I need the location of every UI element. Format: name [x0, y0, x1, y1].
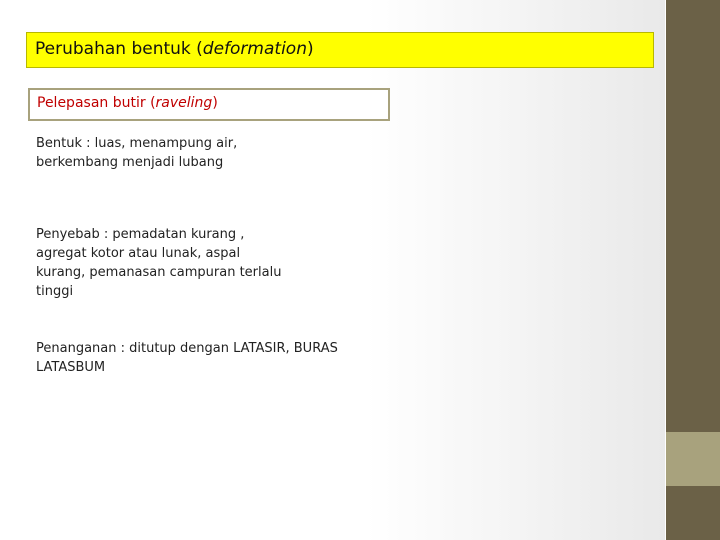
penanganan-line-1: [36, 339, 396, 358]
decorative-side-bar-accent: [666, 432, 720, 486]
penyebab-line-4: tinggi: [36, 284, 74, 299]
slide-subtitle-suffix: ): [212, 95, 218, 111]
slide-subtitle: [28, 88, 390, 121]
slide-title-italic: deformation: [202, 39, 307, 59]
bentuk-block: [36, 134, 336, 172]
penyebab-line-1: [36, 225, 336, 244]
bentuk-text-1: : luas, menampung air,: [82, 136, 238, 151]
penanganan-text-1: : ditutup dengan LATASIR, BURAS: [116, 341, 338, 356]
bentuk-label: Bentuk: [36, 136, 83, 151]
bentuk-line-1: [36, 134, 336, 153]
penyebab-block: [36, 225, 336, 301]
bentuk-line-2: berkembang menjadi lubang: [36, 155, 224, 170]
penyebab-line-2: agregat kotor atau lunak, aspal: [36, 246, 241, 261]
slide-subtitle-prefix: Pelepasan butir (: [37, 95, 156, 111]
slide-subtitle-italic: raveling: [155, 95, 213, 111]
penanganan-line-2: LATASBUM: [36, 360, 106, 375]
slide-title-suffix: ): [306, 39, 314, 59]
penyebab-line-3: kurang, pemanasan campuran terlalu: [36, 265, 282, 280]
slide-title: [26, 32, 654, 68]
slide-title-prefix: Perubahan bentuk (: [35, 39, 203, 59]
penyebab-text-1: : pemadatan kurang ,: [99, 227, 245, 242]
penanganan-block: [36, 339, 396, 377]
penyebab-label: Penyebab: [36, 227, 100, 242]
penanganan-label: Penanganan: [36, 341, 117, 356]
